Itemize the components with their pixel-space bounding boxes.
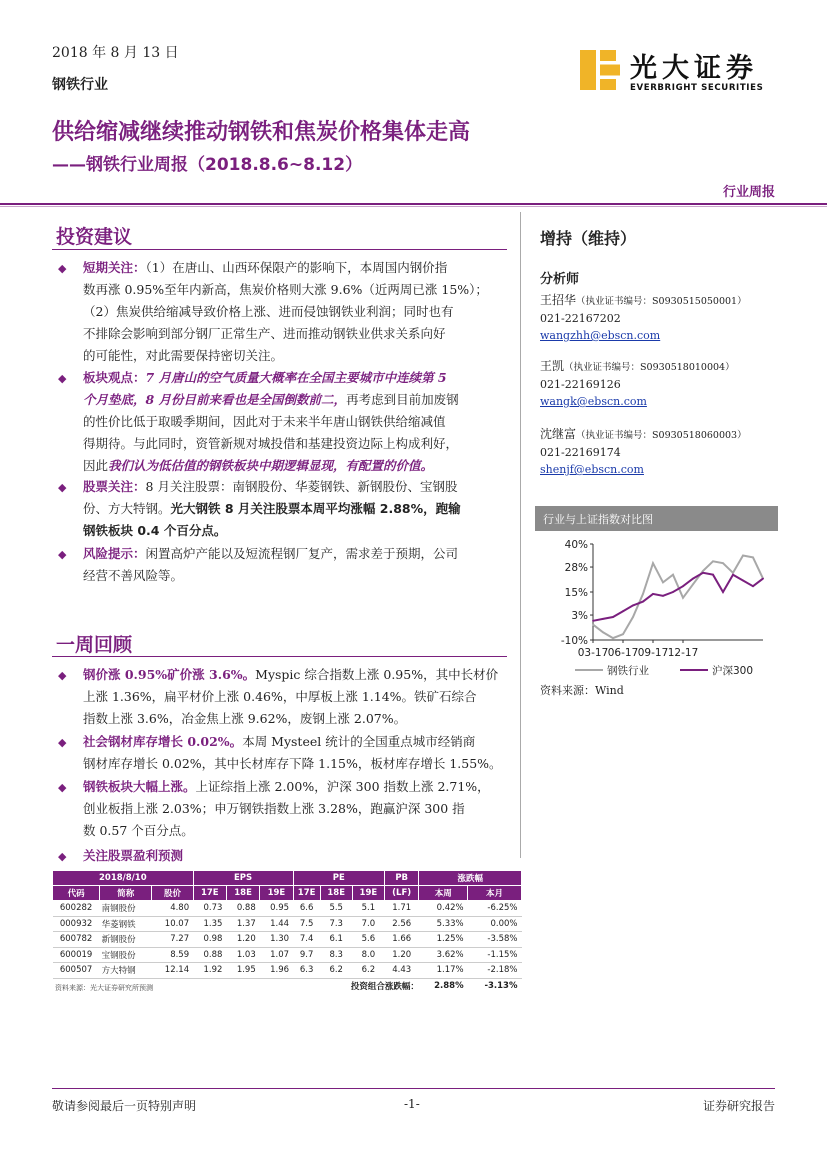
table-cell: 5.33% — [419, 916, 468, 932]
table-header: (LF) — [384, 886, 419, 901]
data-point — [602, 618, 604, 620]
section-rule — [52, 249, 507, 250]
text-line: 指数上涨 3.6%，冶金焦上涨 9.62%，废钢上涨 2.07%。 — [83, 711, 407, 726]
section-title-weekly-review: 一周回顾 — [56, 634, 133, 656]
bullet-stock-focus — [58, 476, 510, 542]
table-cell: 7.5 — [293, 916, 320, 932]
report-type: 行业周报 — [722, 185, 775, 200]
report-date: 2018 年 8 月 13 日 — [52, 45, 179, 61]
bullet-keyword: 关注股票盈利预测 — [83, 848, 184, 863]
table-cell: 1.37 — [226, 916, 259, 932]
data-point — [742, 555, 744, 557]
text-line: 数 0.57 个百分点。 — [83, 823, 194, 838]
text-line: 经营不善风险等。 — [83, 568, 184, 583]
data-point — [732, 572, 734, 574]
header-divider-thin — [0, 206, 827, 207]
bullet-keyword: 短期关注： — [83, 260, 146, 275]
table-cell: 10.07 — [152, 916, 193, 932]
table-cell: 6.1 — [320, 932, 352, 948]
table-cell: 1.44 — [260, 916, 293, 932]
data-point — [692, 578, 694, 580]
chart-source: 资料来源：Wind — [540, 684, 624, 697]
data-point — [662, 595, 664, 597]
table-header: 19E — [260, 886, 293, 901]
bullet-short-term — [58, 257, 510, 367]
text-line: （1）在唐山、山西环保限产的影响下，本周国内钢价指 — [145, 260, 448, 275]
table-cell: 0.42% — [419, 901, 468, 917]
table-cell: 1.66 — [384, 932, 419, 948]
footer-doc-type: 证券研究报告 — [702, 1099, 775, 1113]
table-cell: 600282 — [53, 901, 100, 917]
table-cell: 2.56 — [384, 916, 419, 932]
rating-label: 增持（维持） — [540, 229, 637, 248]
text-line: 得期待。与此同时，资管新规对城投借和基建投资边际上构成利好， — [83, 436, 459, 451]
data-point — [702, 570, 704, 572]
data-point — [712, 574, 714, 576]
table-cell: 5.5 — [320, 901, 352, 917]
logo-en-text: EVERBRIGHT SECURITIES — [630, 83, 764, 93]
data-point — [762, 578, 764, 580]
diamond-bullet-icon: ◆ — [58, 736, 67, 749]
bullet-keyword: 钢价涨 0.95%矿价涨 3.6%。 — [83, 667, 256, 682]
y-tick-label: 28% — [564, 562, 588, 575]
analyst-cert: （执业证书编号：S0930518010004） — [564, 362, 735, 373]
text-line: 不排除会影响到部分钢厂正常生产、进而推动钢铁业供求关系向好 — [83, 326, 446, 341]
data-point — [592, 624, 594, 626]
x-tick-label: 06-17 — [607, 647, 639, 659]
table-cell: 0.95 — [260, 901, 293, 917]
table-header: 17E — [193, 886, 226, 901]
table-row — [53, 901, 522, 917]
table-cell: 7.4 — [293, 932, 320, 948]
table-cell: 7.0 — [352, 916, 384, 932]
bullet-keyword: 风险提示： — [83, 546, 146, 561]
comparison-chart — [535, 506, 778, 702]
table-cell: 6.3 — [293, 963, 320, 979]
data-point — [642, 593, 644, 595]
data-point — [692, 583, 694, 585]
table-row — [53, 916, 522, 932]
logo-cn-text: 光大证券 — [630, 53, 758, 84]
table-cell: 4.80 — [152, 901, 193, 917]
table-cell: 6.6 — [293, 901, 320, 917]
table-source: 资料来源：光大证券研究所预测 — [55, 984, 153, 992]
analyst-email[interactable]: shenjf@ebscn.com — [540, 463, 644, 476]
table-header: 18E — [226, 886, 259, 901]
diamond-bullet-icon: ◆ — [58, 262, 67, 275]
analyst-card — [540, 292, 747, 344]
table-cell: 方大特钢 — [100, 963, 152, 979]
table-cell: 1.20 — [226, 932, 259, 948]
data-point — [672, 574, 674, 576]
summary-label: 投资组合涨跌幅： — [350, 982, 419, 992]
table-cell: 600782 — [53, 932, 100, 948]
table-cell: 1.96 — [260, 963, 293, 979]
data-point — [672, 591, 674, 593]
text-line: 因此 — [83, 458, 109, 473]
legend-label: 沪深300 — [712, 665, 754, 677]
table-header: 本月 — [468, 886, 522, 901]
data-point — [712, 560, 714, 562]
data-point — [652, 562, 654, 564]
diamond-bullet-icon: ◆ — [58, 850, 67, 863]
data-point — [622, 633, 624, 635]
table-cell: 8.0 — [352, 947, 384, 963]
series-line-0 — [593, 556, 763, 639]
table-cell: 600507 — [53, 963, 100, 979]
table-cell: 4.43 — [384, 963, 419, 979]
table-date-header: 2018/8/10 — [53, 871, 194, 886]
table-header: 18E — [320, 886, 352, 901]
analyst-card — [540, 358, 735, 410]
bold-text: 光大钢铁 8 月关注股票本周平均涨幅 2.88%，跑输 — [170, 501, 461, 516]
table-cell: -3.58% — [468, 932, 522, 948]
table-cell: -1.15% — [468, 947, 522, 963]
bullet-sector-view — [58, 367, 510, 477]
footer-disclaimer: 敬请参阅最后一页特别声明 — [52, 1099, 197, 1113]
analyst-name: 王凯 — [540, 359, 565, 373]
table-cell: 1.03 — [226, 947, 259, 963]
bullet-risk — [58, 543, 510, 587]
data-point — [592, 620, 594, 622]
table-cell: 宝钢股份 — [100, 947, 152, 963]
x-tick-label: 12-17 — [667, 647, 699, 659]
analyst-phone: 021-22169174 — [540, 446, 621, 459]
text-line: 创业板指上涨 2.03%；申万钢铁指数上涨 3.28%，跑赢沪深 300 指 — [83, 801, 465, 816]
bullet-price — [58, 664, 510, 730]
text-line: 再考虑到目前加废钢 — [346, 392, 459, 407]
chart-plot — [535, 532, 778, 702]
data-point — [642, 601, 644, 603]
brand-logo — [578, 46, 778, 96]
table-cell: 7.27 — [152, 932, 193, 948]
table-header: 19E — [352, 886, 384, 901]
data-point — [622, 610, 624, 612]
table-cell: 南钢股份 — [100, 901, 152, 917]
analyst-card — [540, 426, 747, 478]
table-cell: 000932 — [53, 916, 100, 932]
summary-month: -3.13% — [484, 981, 518, 991]
analyst-phone: 021-22167202 — [540, 312, 621, 325]
table-cell: 600019 — [53, 947, 100, 963]
table-group-change: 涨跌幅 — [419, 871, 522, 886]
analyst-email[interactable]: wangk@ebscn.com — [540, 395, 647, 408]
table-cell: 5.1 — [352, 901, 384, 917]
table-row — [53, 947, 522, 963]
data-point — [612, 637, 614, 639]
table-cell: -6.25% — [468, 901, 522, 917]
data-point — [652, 593, 654, 595]
diamond-bullet-icon: ◆ — [58, 669, 67, 682]
highlight-text: 7 月唐山的空气质量大概率在全国主要城市中连续第 5 — [145, 370, 447, 385]
table-cell: 0.98 — [193, 932, 226, 948]
y-tick-label: 15% — [564, 587, 588, 599]
text-line: 钢材库存增长 0.02%，其中长材库存下降 1.15%，板材库存增长 1.55%。 — [83, 756, 502, 771]
diamond-bullet-icon: ◆ — [58, 372, 67, 385]
table-cell: 8.59 — [152, 947, 193, 963]
table-cell: 5.6 — [352, 932, 384, 948]
table-cell: 1.35 — [193, 916, 226, 932]
table-header: 简称 — [100, 886, 152, 901]
text-line: 的可能性，对此需要保持密切关注。 — [83, 348, 284, 363]
analyst-name: 沈继富 — [540, 427, 577, 441]
chart-header: 行业与上证指数对比图 — [535, 506, 778, 531]
table-cell: 0.73 — [193, 901, 226, 917]
table-group-pe: PE — [293, 871, 384, 886]
data-point — [722, 562, 724, 564]
table-group-eps: EPS — [193, 871, 293, 886]
column-divider — [520, 212, 521, 858]
legend-label: 钢铁行业 — [607, 665, 649, 677]
data-point — [662, 582, 664, 584]
text-line: Myspic 综合指数上涨 0.95%，其中长材价 — [255, 667, 499, 682]
table-row — [53, 963, 522, 979]
header-divider — [0, 203, 827, 205]
logo-mark-icon — [578, 48, 622, 92]
report-title: 供给缩减继续推动钢铁和焦炭价格集体走高 — [52, 120, 471, 145]
x-tick-label: 09-17 — [637, 647, 669, 659]
table-header: 17E — [293, 886, 320, 901]
table-cell: 1.95 — [226, 963, 259, 979]
analyst-email[interactable]: wangzhh@ebscn.com — [540, 329, 661, 342]
data-point — [602, 631, 604, 633]
table-cell: 0.88 — [226, 901, 259, 917]
table-group-pb: PB — [384, 871, 419, 886]
y-tick-label: -10% — [560, 635, 588, 647]
table-cell: 0.88 — [193, 947, 226, 963]
bullet-keyword: 股票关注： — [83, 479, 146, 494]
table-cell: 1.92 — [193, 963, 226, 979]
data-point — [632, 616, 634, 618]
diamond-bullet-icon: ◆ — [58, 781, 67, 794]
bullet-forecast-header — [58, 845, 510, 867]
text-line: 的性价比低于取暖季期间，因此对于未来半年唐山钢铁供给缩减值 — [83, 414, 446, 429]
diamond-bullet-icon: ◆ — [58, 548, 67, 561]
text-line: 份、方大特钢。 — [83, 501, 171, 516]
x-tick-label: 03-17 — [577, 647, 609, 659]
y-tick-label: 3% — [571, 610, 588, 623]
data-point — [752, 585, 754, 587]
table-cell: 1.20 — [384, 947, 419, 963]
table-cell: 1.25% — [419, 932, 468, 948]
analyst-name: 王招华 — [540, 293, 577, 307]
analyst-cert: （执业证书编号：S0930518060003） — [576, 430, 747, 441]
data-point — [682, 585, 684, 587]
y-tick-label: 40% — [564, 539, 588, 551]
table-row — [53, 932, 522, 948]
text-line: 数再涨 0.95%至年内新高，焦炭价格则大涨 9.6%（近两周已涨 15%）； — [83, 282, 488, 297]
table-cell: 0.00% — [468, 916, 522, 932]
analyst-phone: 021-22169126 — [540, 378, 621, 391]
page-number: -1- — [404, 1097, 420, 1111]
text-line: 本周 Mysteel 统计的全国重点城市经销商 — [242, 734, 476, 749]
table-header: 本周 — [419, 886, 468, 901]
table-cell: 9.7 — [293, 947, 320, 963]
analyst-cert: （执业证书编号：S0930515050001） — [576, 296, 747, 307]
table-cell: 新钢股份 — [100, 932, 152, 948]
data-point — [632, 605, 634, 607]
table-cell: 12.14 — [152, 963, 193, 979]
section-title-investment: 投资建议 — [56, 226, 133, 248]
bullet-keyword: 钢铁板块大幅上涨。 — [83, 779, 196, 794]
bullet-keyword: 社会钢材库存增长 0.02%。 — [83, 734, 243, 749]
table-cell: 华菱钢铁 — [100, 916, 152, 932]
bold-text: 钢铁板块 0.4 个百分点。 — [83, 523, 227, 538]
bullet-inventory — [58, 731, 510, 775]
text-line: 上证综指上涨 2.00%，沪深 300 指数上涨 2.71%， — [195, 779, 490, 794]
sector-label: 钢铁行业 — [52, 77, 108, 93]
data-point — [722, 591, 724, 593]
table-cell: -2.18% — [468, 963, 522, 979]
section-rule — [52, 656, 507, 657]
text-line: 闲置高炉产能以及短流程钢厂复产，需求差于预期，公司 — [145, 546, 459, 561]
text-line: 上涨 1.36%，扁平材价上涨 0.46%，中厚板上涨 1.14%。铁矿石综合 — [83, 689, 477, 704]
table-cell: 7.3 — [320, 916, 352, 932]
highlight-text: 我们认为低估值的钢铁板块中期逻辑显现，有配置的价值。 — [108, 458, 434, 473]
table-cell: 8.3 — [320, 947, 352, 963]
table-cell: 3.62% — [419, 947, 468, 963]
table-cell: 6.2 — [320, 963, 352, 979]
analyst-header: 分析师 — [540, 272, 580, 287]
report-subtitle: ——钢铁行业周报（2018.8.6~8.12） — [52, 155, 363, 175]
data-point — [702, 572, 704, 574]
bullet-keyword: 板块观点： — [83, 370, 146, 385]
table-header: 代码 — [53, 886, 100, 901]
data-point — [752, 557, 754, 559]
summary-week: 2.88% — [434, 981, 464, 991]
data-point — [682, 597, 684, 599]
series-line-1 — [593, 573, 763, 621]
forecast-table — [52, 870, 522, 994]
data-point — [742, 580, 744, 582]
table-cell: 1.07 — [260, 947, 293, 963]
text-line: 8 月关注股票：南钢股份、华菱钢铁、新钢股份、宝钢股 — [145, 479, 458, 494]
data-point — [612, 616, 614, 618]
table-cell: 1.17% — [419, 963, 468, 979]
text-line: （2）焦炭供给缩减导致价格上涨、进而侵蚀钢铁业利润；同时也有 — [83, 304, 454, 319]
bullet-sector-perf — [58, 776, 510, 842]
table-cell: 1.71 — [384, 901, 419, 917]
diamond-bullet-icon: ◆ — [58, 481, 67, 494]
highlight-text: 个月垫底，8 月份目前来看也是全国倒数前二， — [83, 392, 347, 407]
table-header: 股价 — [152, 886, 193, 901]
table-cell: 6.2 — [352, 963, 384, 979]
table-cell: 1.30 — [260, 932, 293, 948]
data-point — [732, 574, 734, 576]
footer-divider — [52, 1088, 775, 1089]
